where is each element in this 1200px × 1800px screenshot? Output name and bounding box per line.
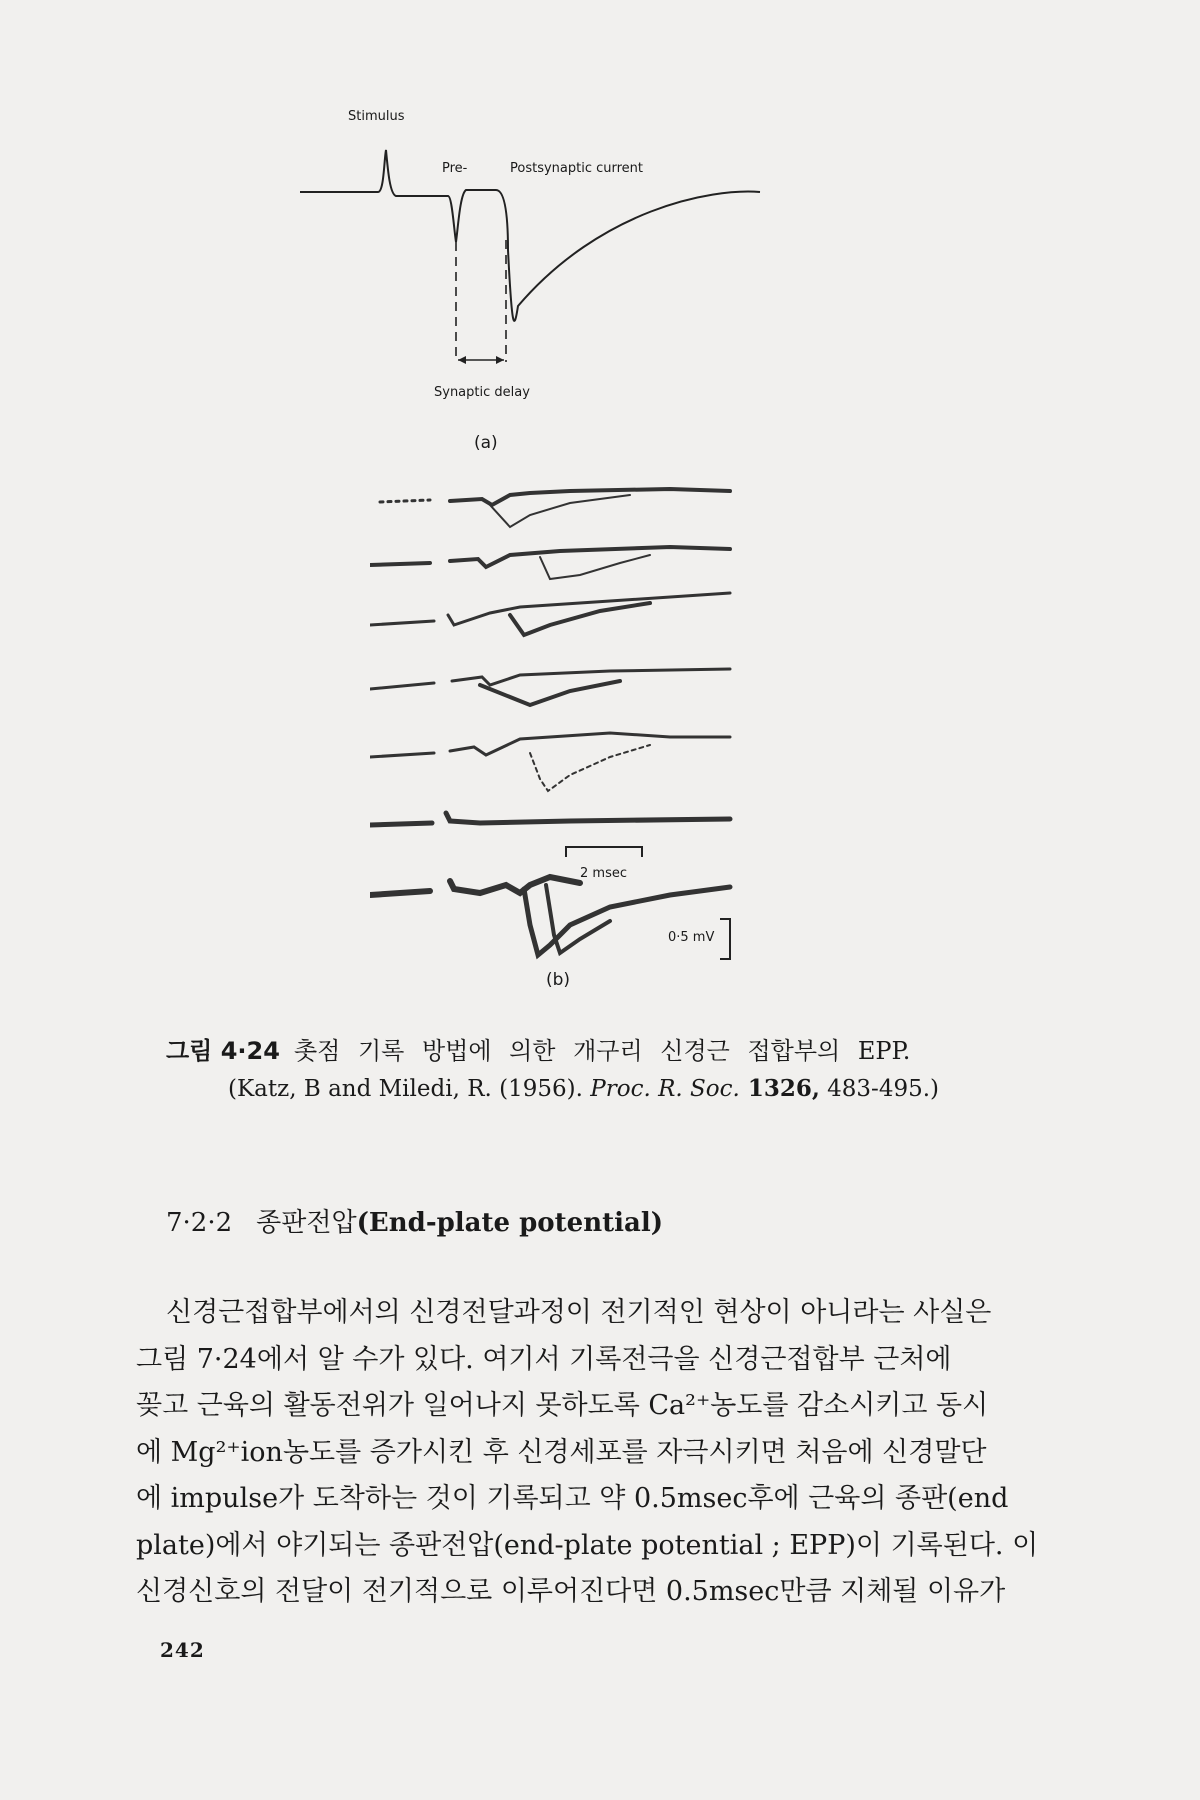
citation-authors: (Katz, B and Miledi, R. (1956). — [228, 1076, 591, 1102]
panel-a-label: (a) — [474, 433, 498, 453]
delay-arrowhead-right — [496, 356, 504, 364]
body-line: 신경신호의 전달이 전기적으로 이루어진다면 0.5msec만큼 지체될 이유가 — [136, 1576, 1006, 1607]
stimulus-label: Stimulus — [348, 109, 405, 124]
time-scale-label: 2 msec — [580, 866, 627, 881]
citation-pages: 483-495.) — [819, 1076, 940, 1102]
voltage-scale-bar — [720, 919, 730, 959]
caption-line — [166, 1032, 1066, 1070]
postsynaptic-label: Postsynaptic current — [510, 161, 644, 176]
body-line: 그림 7·24에서 알 수가 있다. 여기서 기록전극을 신경근접합부 근처에 — [136, 1343, 952, 1375]
body-line: 꽂고 근육의 활동전위가 일어나지 못하도록 Ca²⁺농도를 감소시키고 동시 — [136, 1390, 989, 1421]
section-title-ko: 종판전압 — [256, 1208, 357, 1238]
recording-trace-5 — [370, 733, 730, 757]
caption-title: 촛점 기록 방법에 의한 개구리 신경근 접합부의 EPP. — [293, 1037, 911, 1065]
body-line: plate)에서 야기되는 종판전압(end-plate potential ; EPP)이 기록된다. 이 — [136, 1529, 1039, 1561]
body-line: 에 impulse가 도착하는 것이 기록되고 약 0.5msec후에 근육의 종판(end — [136, 1483, 1009, 1514]
recording-trace-1c — [490, 495, 630, 527]
page-number: 242 — [160, 1638, 205, 1662]
recording-trace-4b — [480, 681, 620, 705]
body-line: 에 Mg²⁺ion농도를 증가시킨 후 신경세포를 자극시키면 처음에 신경말단 — [136, 1436, 987, 1468]
figure-b-recordings — [370, 475, 850, 995]
body-text — [136, 1290, 1066, 1616]
caption-number: 그림 4·24 — [166, 1037, 280, 1065]
recording-trace-1 — [380, 500, 430, 502]
section-heading — [166, 1202, 663, 1239]
pre-label: Pre- — [442, 161, 468, 176]
figure-a-schematic — [300, 100, 880, 480]
recording-trace-4 — [370, 669, 730, 689]
recording-trace-3 — [370, 593, 730, 625]
synaptic-delay-label: Synaptic delay — [434, 385, 530, 400]
section-title-en: (End-plate potential) — [356, 1208, 664, 1238]
body-line: 신경근접합부에서의 신경전달과정이 전기적인 현상이 아니라는 사실은 — [166, 1297, 992, 1328]
time-scale-bar — [566, 847, 642, 857]
recording-trace-2 — [370, 547, 730, 567]
caption-citation — [166, 1070, 1066, 1108]
recording-trace-2b — [540, 555, 650, 579]
figure-caption — [166, 1032, 1066, 1108]
recording-trace-5b — [530, 745, 650, 791]
voltage-scale-label: 0·5 mV — [668, 930, 715, 945]
delay-arrowhead-left — [458, 356, 466, 364]
recording-trace-6 — [370, 813, 730, 825]
citation-volume: 1326, — [739, 1075, 820, 1102]
panel-b-label: (b) — [546, 970, 571, 990]
recording-trace-3b — [510, 603, 650, 635]
section-number: 7·2·2 — [166, 1208, 233, 1238]
recording-trace-1b — [450, 489, 730, 505]
citation-journal: Proc. R. Soc. — [590, 1076, 740, 1102]
trace-group — [370, 489, 730, 955]
